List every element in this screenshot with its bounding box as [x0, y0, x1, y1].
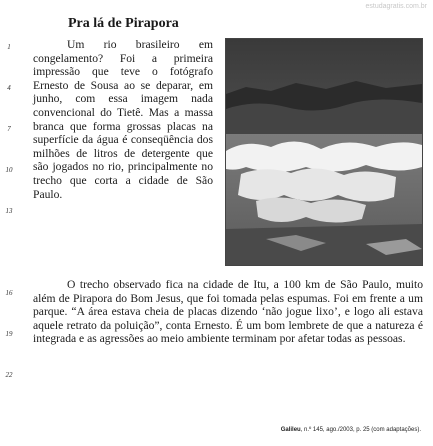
- caption-details: , n.º 145, ago./2003, p. 25 (com adaptações).: [300, 427, 421, 433]
- line-number: 19: [5, 330, 13, 338]
- source-caption: [281, 427, 421, 433]
- watermark: estudagratis.com.br: [365, 3, 427, 10]
- line-number: 7: [7, 125, 11, 133]
- line-number: 13: [5, 207, 13, 215]
- line-number: 1: [7, 43, 11, 51]
- line-number: 22: [5, 371, 13, 379]
- line-number: 10: [5, 166, 13, 174]
- paragraph-1: [33, 38, 213, 201]
- paragraph-2: [33, 278, 423, 346]
- line-number: 16: [5, 289, 13, 297]
- caption-source: Galileu: [280, 427, 301, 433]
- article-title: Pra lá de Pirapora: [68, 16, 179, 31]
- paragraph-2-text: O trecho observado fica na cidade de Itu, a 100 km de São Paulo, muito além de Pirapora do Bom Jesus, que foi tomada pelas espumas. Foi em frente a um parque. “A área estava cheia de placas dizendo ‘não jogue lixo’, e logo ali estava aquele retrato da poluição”, conta Ernesto. É um bom lembrete de que a natureza é integrada e as agressões ao meio ambiente terminam por afetar todas as pessoas.: [33, 278, 423, 346]
- line-number: 4: [7, 84, 11, 92]
- photo-illustration: [226, 39, 422, 265]
- river-foam-photo: [225, 38, 423, 266]
- paragraph-1-text: Um rio brasileiro em congelamento? Foi a primeira impressão que teve o fotógrafo Ernesto de Sousa ao se deparar, em junho, com essa imagem nada convencional do Tietê. Mas a massa branca que forma grossas placas na superfície da água é conseqüência dos milhões de litros de detergente que são jogados no rio, principalmente no trecho que corta a cidade de São Paulo.: [33, 38, 213, 201]
